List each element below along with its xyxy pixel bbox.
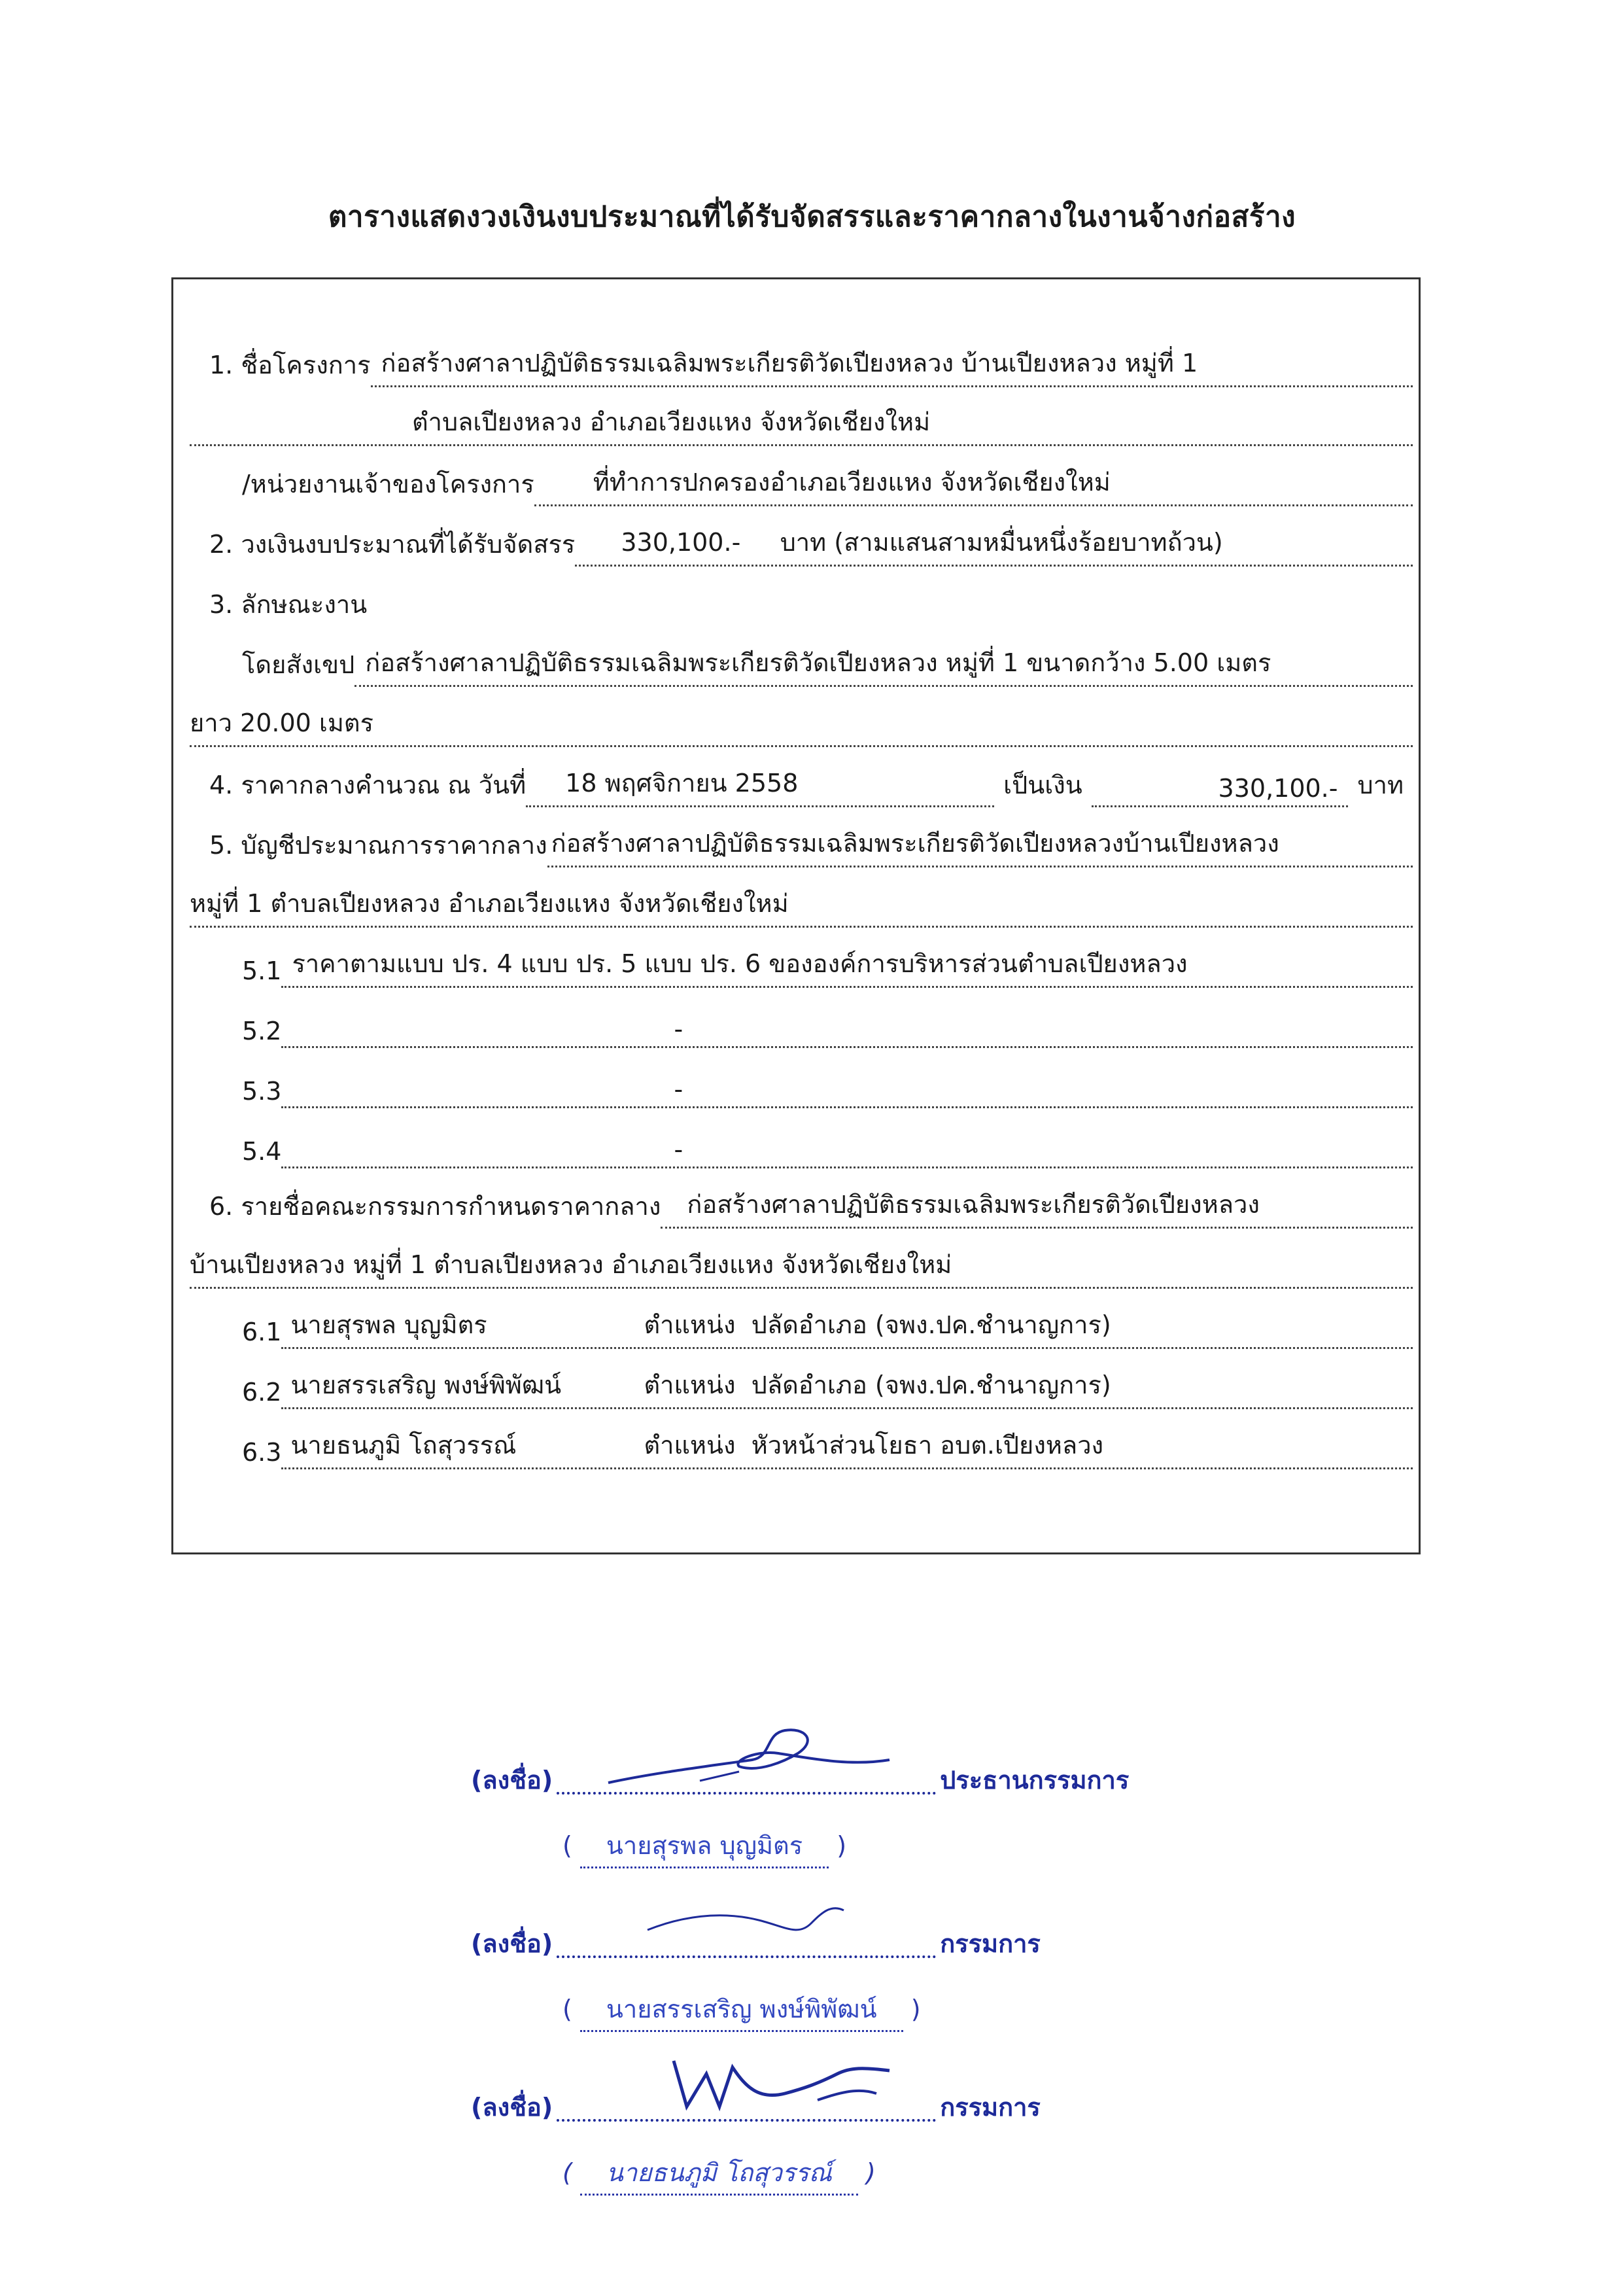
item1-label: 1. ชื่อโครงการ <box>209 351 371 379</box>
item5-3-fill <box>281 1075 1413 1108</box>
item1-owner <box>242 466 1413 506</box>
member-name: นายธนภูมิ โถสุวรรณ์ <box>290 1431 517 1460</box>
member-position: หัวหน้าส่วนโยธา อบต.เปียงหลวง <box>751 1431 1104 1460</box>
sign-role: กรรมการ <box>940 1929 1041 1958</box>
item1-line1 <box>209 347 1413 387</box>
item5-line2 <box>190 887 1413 928</box>
price-amount: 330,100.- <box>1092 774 1349 807</box>
sign-prefix: (ลงชื่อ) <box>471 1929 553 1958</box>
summary-label: โดยสังเขป <box>242 650 355 679</box>
amount-unit: บาท <box>1357 771 1404 799</box>
member-no: 6.3 <box>242 1438 282 1467</box>
item2-label: 2. วงเงินงบประมาณที่ได้รับจัดสรร <box>209 530 576 559</box>
project-name-line2: ตำบลเปียงหลวง อำเภอเวียงแหง จังหวัดเชียงใหม่ <box>190 402 1413 446</box>
sign-name-1: ( นายสุรพล บุญมิตร ) <box>562 1825 846 1868</box>
member-fill <box>281 1365 1413 1409</box>
item1-line2 <box>190 406 1413 446</box>
item5-2-no: 5.2 <box>242 1017 282 1045</box>
item6-text1: ก่อสร้างศาลาปฏิบัติธรรมเฉลิมพระเกียรติวัดเปียงหลวง <box>661 1184 1413 1229</box>
position-label: ตำแหน่ง <box>644 1431 736 1460</box>
sign-line <box>557 2119 936 2122</box>
item5-2-text: - <box>674 1015 683 1043</box>
member-name: นายสรรเสริญ พงษ์พิพัฒน์ <box>290 1371 562 1399</box>
item5-1 <box>242 947 1413 988</box>
item3-summary <box>242 646 1413 687</box>
signer-name: นายธนภูมิ โถสุวรรณ์ <box>580 2152 858 2196</box>
item5-3-text: - <box>674 1075 683 1104</box>
summary-line2: ยาว 20.00 เมตร <box>190 703 1413 747</box>
item5-4-no: 5.4 <box>242 1137 282 1166</box>
signature-row-2 <box>471 1923 1041 1963</box>
sign-name-3: ( นายธนภูมิ โถสุวรรณ์ ) <box>562 2152 876 2196</box>
item3-line <box>209 586 1413 627</box>
member-fill <box>281 1305 1413 1349</box>
sign-line <box>557 1955 936 1958</box>
sign-prefix: (ลงชื่อ) <box>471 1766 553 1795</box>
owner-label: /หน่วยงานเจ้าของโครงการ <box>242 470 534 499</box>
item5-label: 5. บัญชีประมาณการราคากลาง <box>209 831 547 860</box>
amount-label: เป็นเงิน <box>1003 771 1082 799</box>
item5-4-fill <box>281 1135 1413 1168</box>
item4-line <box>209 767 1413 807</box>
item5-text1: ก่อสร้างศาลาปฏิบัติธรรมเฉลิมพระเกียรติวัดเปียงหลวงบ้านเปียงหลวง <box>547 823 1413 867</box>
item5-1-no: 5.1 <box>242 956 282 985</box>
sign-role: ประธานกรรมการ <box>940 1766 1130 1795</box>
owner-value: ที่ทำการปกครองอำเภอเวียงแหง จังหวัดเชียงใหม่ <box>534 462 1413 506</box>
item5-text2: หมู่ที่ 1 ตำบลเปียงหลวง อำเภอเวียงแหง จังหวัดเชียงใหม่ <box>190 883 1413 928</box>
position-label: ตำแหน่ง <box>644 1310 736 1339</box>
document-title: ตารางแสดงวงเงินงบประมาณที่ได้รับจัดสรรและราคากลางในงานจ้างก่อสร้าง <box>328 200 1296 234</box>
item6-text2: บ้านเปียงหลวง หมู่ที่ 1 ตำบลเปียงหลวง อำเภอเวียงแหง จังหวัดเชียงใหม่ <box>190 1244 1413 1289</box>
signer-name: นายสรรเสริญ พงษ์พิพัฒน์ <box>580 1989 903 2032</box>
member-row <box>242 1369 1413 1409</box>
item6-line2 <box>190 1248 1413 1289</box>
member-no: 6.2 <box>242 1378 282 1407</box>
item6-label: 6. รายชื่อคณะกรรมการกำหนดราคากลาง <box>209 1192 661 1221</box>
item5-2 <box>242 1007 1413 1048</box>
item5-4-text: - <box>674 1135 683 1164</box>
item5-3 <box>242 1068 1413 1108</box>
item5-3-no: 5.3 <box>242 1077 282 1106</box>
signer-name: นายสุรพล บุญมิตร <box>580 1825 829 1868</box>
budget-amount: 330,100.- <box>621 528 741 557</box>
item5-4 <box>242 1128 1413 1168</box>
item2-line <box>209 526 1413 567</box>
item6-line1 <box>209 1188 1413 1229</box>
member-fill <box>281 1425 1413 1469</box>
member-position: ปลัดอำเภอ (จพง.ปค.ชำนาญการ) <box>751 1310 1111 1339</box>
item3-summary-2 <box>190 707 1413 747</box>
signature-row-1 <box>471 1760 1129 1800</box>
item4-label: 4. ราคากลางคำนวณ ณ วันที่ <box>209 771 527 799</box>
member-name: นายสุรพล บุญมิตร <box>290 1310 487 1339</box>
member-position: ปลัดอำเภอ (จพง.ปค.ชำนาญการ) <box>751 1371 1111 1399</box>
budget-value <box>575 522 1413 567</box>
item5-line1 <box>209 827 1413 867</box>
sign-line <box>557 1792 936 1795</box>
sign-name-2: ( นายสรรเสริญ พงษ์พิพัฒน์ ) <box>562 1989 921 2032</box>
sign-prefix: (ลงชื่อ) <box>471 2093 553 2122</box>
member-row <box>242 1429 1413 1469</box>
budget-text: บาท (สามแสนสามหมื่นหนึ่งร้อยบาทถ้วน) <box>780 528 1223 557</box>
signature-row-3 <box>471 2087 1041 2127</box>
sign-role: กรรมการ <box>940 2093 1041 2122</box>
project-name-line1: ก่อสร้างศาลาปฏิบัติธรรมเฉลิมพระเกียรติวัดเปียงหลวง บ้านเปียงหลวง หมู่ที่ 1 <box>371 343 1413 387</box>
item3-label: 3. ลักษณะงาน <box>209 590 368 619</box>
summary-line1: ก่อสร้างศาลาปฏิบัติธรรมเฉลิมพระเกียรติวัดเปียงหลวง หมู่ที่ 1 ขนาดกว้าง 5.00 เมตร <box>354 642 1413 687</box>
position-label: ตำแหน่ง <box>644 1371 736 1399</box>
item5-1-text: ราคาตามแบบ ปร. 4 แบบ ปร. 5 แบบ ปร. 6 ขององค์การบริหารส่วนตำบลเปียงหลวง <box>281 943 1413 988</box>
item5-2-fill <box>281 1015 1413 1048</box>
member-row <box>242 1308 1413 1349</box>
member-no: 6.1 <box>242 1318 282 1346</box>
price-date: 18 พฤศจิกายน 2558 <box>526 763 994 807</box>
